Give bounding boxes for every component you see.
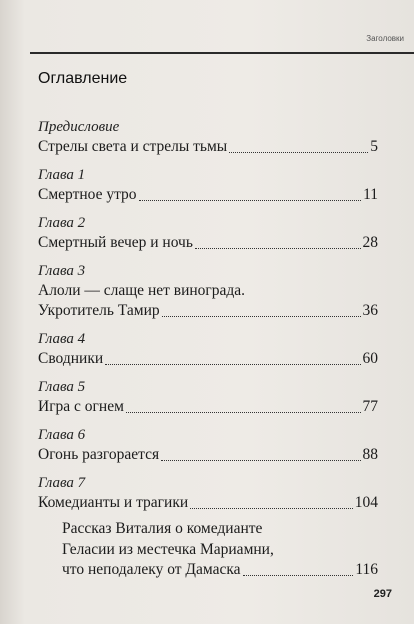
entry-title-line: Алоли — слаще нет винограда. [38, 282, 246, 299]
toc-entry-story [38, 519, 378, 580]
leader-dots [139, 199, 362, 201]
table-of-contents [38, 118, 378, 580]
toc-row [62, 560, 378, 580]
chapter-heading: Предисловие [38, 119, 120, 135]
entry-page: 60 [362, 350, 378, 367]
page-number: 297 [373, 588, 392, 600]
toc-entry-chapter-2 [38, 214, 378, 253]
chapter-heading: Глава 3 [38, 263, 86, 279]
leader-dots [229, 151, 368, 153]
leader-dots [126, 411, 361, 413]
toc-row [38, 137, 378, 157]
toc-entry-chapter-5 [38, 378, 378, 417]
entry-title: Укротитель Тамир [38, 302, 160, 319]
leader-dots [105, 363, 360, 365]
entry-page: 11 [363, 186, 378, 203]
toc-row [38, 301, 378, 321]
entry-title: Смертный вечер и ночь [38, 234, 193, 251]
chapter-heading: Глава 6 [38, 427, 86, 443]
leader-dots [162, 315, 361, 317]
chapter-heading: Глава 4 [38, 331, 86, 347]
chapter-heading: Глава 5 [38, 379, 86, 395]
entry-title: Комедианты и трагики [38, 494, 189, 511]
entry-title: Сводники [38, 350, 104, 367]
story-title-line-1: Рассказ Виталия о комедианте [62, 520, 263, 537]
toc-row [38, 185, 378, 205]
running-header: Заголовки [366, 34, 404, 43]
entry-page: 28 [362, 234, 378, 251]
leader-dots [190, 507, 353, 509]
chapter-heading: Глава 7 [38, 475, 86, 491]
story-title-line-3: что неподалеку от Дамаска [62, 561, 241, 578]
header-rule [30, 52, 414, 54]
toc-title: Оглавление [38, 70, 128, 87]
toc-entry-preface [38, 118, 378, 157]
leader-dots [161, 459, 360, 461]
entry-title: Игра с огнем [38, 398, 124, 415]
story-title-line-2: Геласии из местечка Мариамни, [62, 540, 274, 558]
entry-page: 116 [355, 561, 378, 578]
toc-entry-chapter-6 [38, 426, 378, 465]
entry-page: 88 [362, 446, 378, 463]
toc-row [38, 397, 378, 417]
entry-title: Огонь разгорается [38, 446, 160, 463]
chapter-heading: Глава 2 [38, 215, 86, 231]
toc-entry-chapter-3 [38, 262, 378, 321]
leader-dots [243, 574, 354, 576]
entry-page: 36 [362, 302, 378, 319]
entry-page: 5 [370, 138, 378, 155]
entry-page: 77 [362, 398, 378, 415]
leader-dots [195, 247, 361, 249]
toc-row [38, 349, 378, 369]
toc-row [38, 233, 378, 253]
toc-entry-chapter-4 [38, 330, 378, 369]
toc-entry-chapter-1 [38, 166, 378, 205]
chapter-heading: Глава 1 [38, 167, 86, 183]
toc-row [38, 493, 378, 513]
entry-title: Стрелы света и стрелы тьмы [38, 138, 228, 155]
entry-page: 104 [354, 494, 378, 511]
toc-row [38, 445, 378, 465]
toc-entry-chapter-7 [38, 474, 378, 513]
entry-title: Смертное утро [38, 186, 137, 203]
